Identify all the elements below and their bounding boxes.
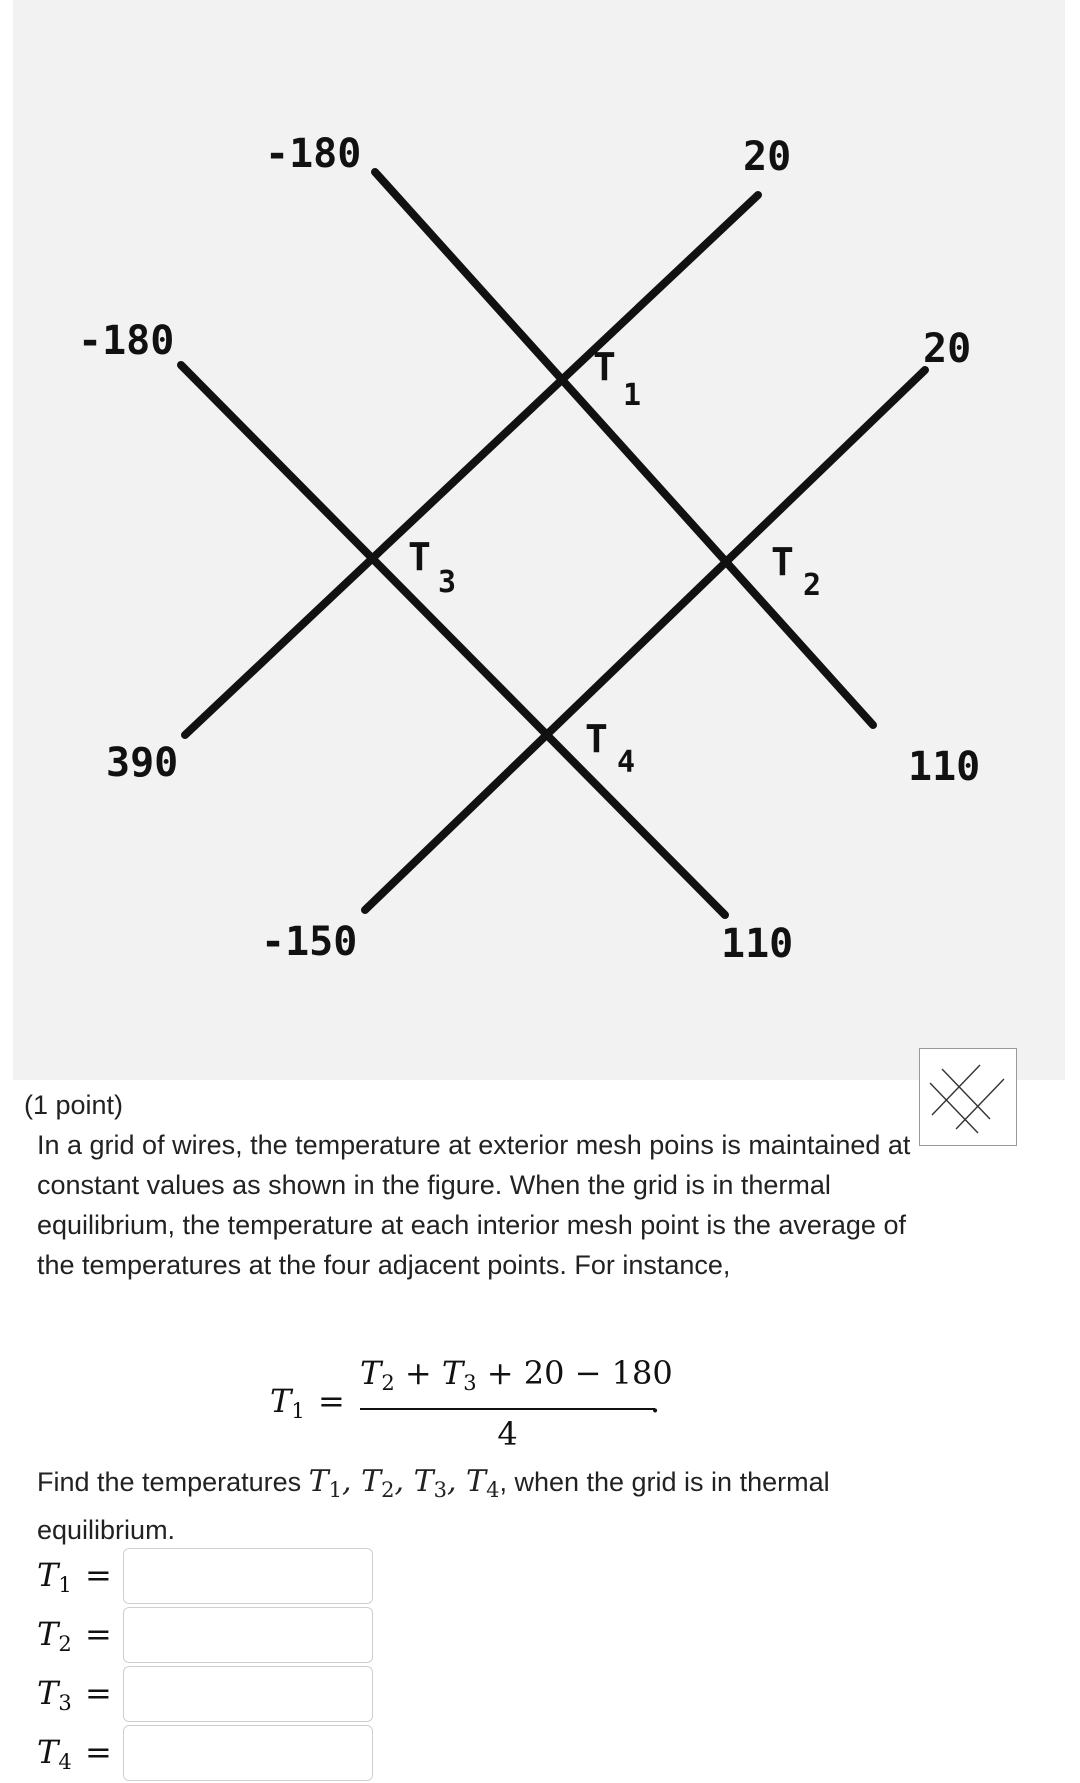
- equation-numerator: $T_2 + T_3 + 20 - 180$: [360, 1354, 673, 1395]
- wire-grid-svg: [13, 0, 1065, 1080]
- equation-lhs: $T_1$: [270, 1382, 305, 1423]
- node-t2-index: 2: [803, 568, 822, 603]
- answer-label-t3: $T_3$ =: [37, 1674, 112, 1715]
- wire-grid-figure: [13, 0, 1065, 1080]
- figure-thumbnail-icon: [920, 1049, 1016, 1145]
- label-bottom-left: -150: [261, 919, 358, 965]
- answer-label-t4: $T_4$ =: [37, 1733, 112, 1774]
- question-content: [24, 1085, 1064, 1285]
- equation-equals: =: [318, 1382, 345, 1420]
- node-t3-index: 3: [438, 565, 457, 600]
- label-bottom-right: 110: [721, 921, 794, 967]
- label-upper-left: -180: [78, 318, 175, 364]
- node-labels: [408, 345, 821, 780]
- label-mid-right: 110: [908, 744, 981, 790]
- node-t4-letter: T: [585, 717, 608, 761]
- answer-input-t1[interactable]: [123, 1548, 373, 1604]
- example-equation: [270, 1352, 690, 1462]
- exterior-labels: [78, 131, 980, 967]
- label-upper-right: 20: [923, 326, 972, 372]
- find-instruction: Find the temperatures $T_1$, $T_2$, $T_3$, $T_4$, when the grid is in thermal equilibrium.: [37, 1464, 830, 1545]
- equation-period: .: [650, 1382, 661, 1420]
- node-t3-letter: T: [408, 535, 431, 579]
- node-t1-index: 1: [623, 378, 642, 413]
- answer-input-t3[interactable]: [123, 1666, 373, 1722]
- answer-input-t4[interactable]: [123, 1725, 373, 1781]
- label-mid-left: 390: [106, 740, 179, 786]
- label-top-right: 20: [743, 134, 792, 180]
- answer-input-t2[interactable]: [123, 1607, 373, 1663]
- answer-label-t2: $T_2$ =: [37, 1615, 112, 1656]
- label-top-left: -180: [265, 131, 362, 177]
- points-label: (1 point): [24, 1090, 124, 1120]
- node-t1-letter: T: [593, 345, 616, 389]
- equation-denominator: 4: [497, 1415, 518, 1453]
- answer-label-t1: $T_1$ =: [37, 1556, 112, 1597]
- equation-fraction: [360, 1352, 673, 1454]
- node-t4-index: 4: [617, 745, 636, 780]
- figure-thumbnail[interactable]: [919, 1048, 1017, 1146]
- fraction-bar: [360, 1408, 655, 1410]
- problem-prompt: In a grid of wires, the temperature at exterior mesh poins is maintained at constant values as shown in the figure. When the grid is in thermal equilibrium, the temperature at each interior mesh point is the average of the temperatures at the four adjacent points. For instance,: [37, 1130, 911, 1280]
- node-t2-letter: T: [771, 540, 794, 584]
